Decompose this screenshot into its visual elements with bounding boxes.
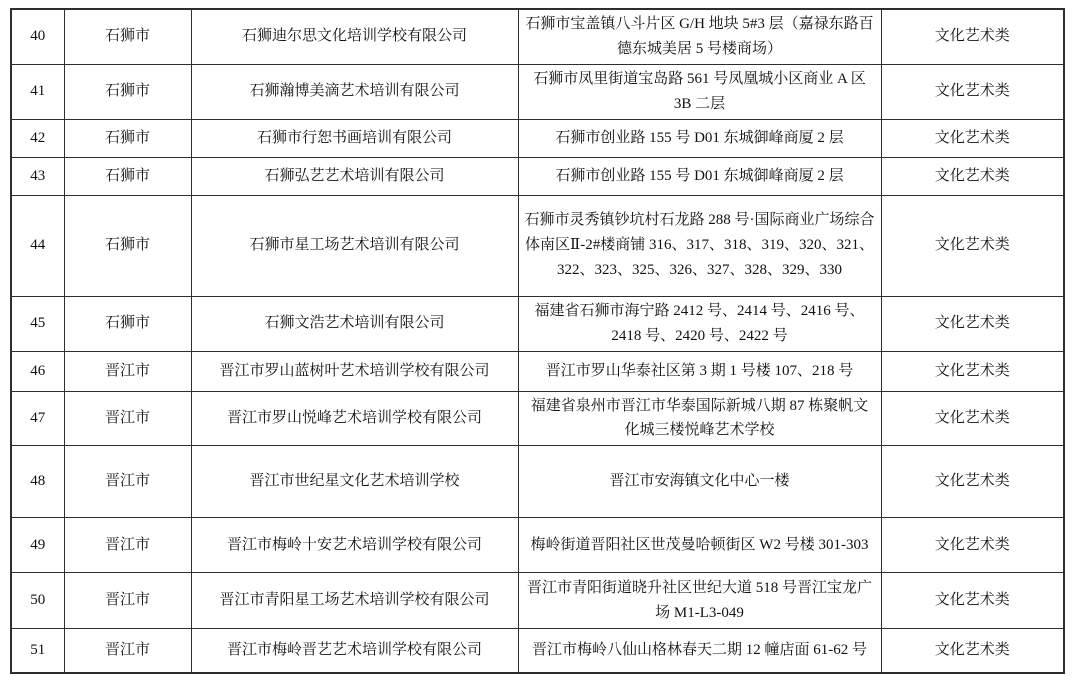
table-row <box>11 351 1064 391</box>
table-row <box>11 391 1064 446</box>
cell-sequence-number: 49 <box>11 518 64 573</box>
cell-sequence-number: 42 <box>11 119 64 157</box>
table-row <box>11 518 1064 573</box>
cell-school-name: 晋江市梅岭十安艺术培训学校有限公司 <box>191 518 518 573</box>
cell-sequence-number: 44 <box>11 195 64 296</box>
cell-category: 文化艺术类 <box>881 629 1064 673</box>
cell-category: 文化艺术类 <box>881 296 1064 351</box>
cell-school-name: 晋江市罗山蓝树叶艺术培训学校有限公司 <box>191 351 518 391</box>
cell-address: 石狮市凤里街道宝岛路 561 号凤凰城小区商业 A 区 3B 二层 <box>518 64 881 119</box>
cell-category: 文化艺术类 <box>881 9 1064 64</box>
cell-school-name: 石狮文浩艺术培训有限公司 <box>191 296 518 351</box>
cell-category: 文化艺术类 <box>881 573 1064 629</box>
cell-sequence-number: 51 <box>11 629 64 673</box>
table-row <box>11 9 1064 64</box>
cell-city: 晋江市 <box>64 351 191 391</box>
cell-address: 晋江市青阳街道晓升社区世纪大道 518 号晋江宝龙广场 M1-L3-049 <box>518 573 881 629</box>
cell-address: 晋江市安海镇文化中心一楼 <box>518 446 881 518</box>
cell-address: 福建省石狮市海宁路 2412 号、2414 号、2416 号、2418 号、2420 号、2422 号 <box>518 296 881 351</box>
cell-category: 文化艺术类 <box>881 195 1064 296</box>
cell-sequence-number: 48 <box>11 446 64 518</box>
table-row <box>11 573 1064 629</box>
cell-address: 石狮市创业路 155 号 D01 东城御峰商厦 2 层 <box>518 157 881 195</box>
cell-sequence-number: 45 <box>11 296 64 351</box>
table-row <box>11 157 1064 195</box>
cell-city: 晋江市 <box>64 446 191 518</box>
cell-city: 晋江市 <box>64 391 191 446</box>
cell-sequence-number: 47 <box>11 391 64 446</box>
cell-city: 晋江市 <box>64 573 191 629</box>
cell-address: 晋江市梅岭八仙山格林春天二期 12 幢店面 61-62 号 <box>518 629 881 673</box>
cell-category: 文化艺术类 <box>881 119 1064 157</box>
cell-address: 石狮市宝盖镇八斗片区 G/H 地块 5#3 层（嘉禄东路百德东城美居 5 号楼商场） <box>518 9 881 64</box>
cell-city: 晋江市 <box>64 629 191 673</box>
cell-category: 文化艺术类 <box>881 351 1064 391</box>
cell-sequence-number: 40 <box>11 9 64 64</box>
table-row <box>11 119 1064 157</box>
cell-school-name: 石狮瀚博美滴艺术培训有限公司 <box>191 64 518 119</box>
cell-school-name: 晋江市青阳星工场艺术培训学校有限公司 <box>191 573 518 629</box>
cell-city: 晋江市 <box>64 518 191 573</box>
cell-city: 石狮市 <box>64 9 191 64</box>
cell-sequence-number: 43 <box>11 157 64 195</box>
cell-city: 石狮市 <box>64 64 191 119</box>
table-row <box>11 64 1064 119</box>
table-row <box>11 446 1064 518</box>
cell-category: 文化艺术类 <box>881 64 1064 119</box>
cell-address: 晋江市罗山华泰社区第 3 期 1 号楼 107、218 号 <box>518 351 881 391</box>
training-school-table <box>10 8 1065 674</box>
cell-school-name: 晋江市世纪星文化艺术培训学校 <box>191 446 518 518</box>
cell-sequence-number: 50 <box>11 573 64 629</box>
cell-city: 石狮市 <box>64 296 191 351</box>
cell-category: 文化艺术类 <box>881 518 1064 573</box>
cell-city: 石狮市 <box>64 195 191 296</box>
cell-school-name: 石狮市星工场艺术培训有限公司 <box>191 195 518 296</box>
cell-category: 文化艺术类 <box>881 446 1064 518</box>
cell-school-name: 石狮迪尔思文化培训学校有限公司 <box>191 9 518 64</box>
cell-city: 石狮市 <box>64 119 191 157</box>
table-row <box>11 296 1064 351</box>
cell-sequence-number: 41 <box>11 64 64 119</box>
cell-school-name: 石狮市行恕书画培训有限公司 <box>191 119 518 157</box>
table-body <box>11 9 1064 673</box>
cell-school-name: 晋江市梅岭晋艺艺术培训学校有限公司 <box>191 629 518 673</box>
cell-school-name: 晋江市罗山悦峰艺术培训学校有限公司 <box>191 391 518 446</box>
cell-city: 石狮市 <box>64 157 191 195</box>
cell-category: 文化艺术类 <box>881 391 1064 446</box>
cell-address: 梅岭街道晋阳社区世茂曼哈顿街区 W2 号楼 301-303 <box>518 518 881 573</box>
cell-address: 石狮市创业路 155 号 D01 东城御峰商厦 2 层 <box>518 119 881 157</box>
table-row <box>11 629 1064 673</box>
cell-address: 福建省泉州市晋江市华泰国际新城八期 87 栋聚帆文化城三楼悦峰艺术学校 <box>518 391 881 446</box>
cell-address: 石狮市灵秀镇钞坑村石龙路 288 号·国际商业广场综合体南区Ⅱ-2#楼商铺 316、317、318、319、320、321、322、323、325、326、327、328、329、330 <box>518 195 881 296</box>
table-row <box>11 195 1064 296</box>
cell-category: 文化艺术类 <box>881 157 1064 195</box>
cell-school-name: 石狮弘艺艺术培训有限公司 <box>191 157 518 195</box>
cell-sequence-number: 46 <box>11 351 64 391</box>
